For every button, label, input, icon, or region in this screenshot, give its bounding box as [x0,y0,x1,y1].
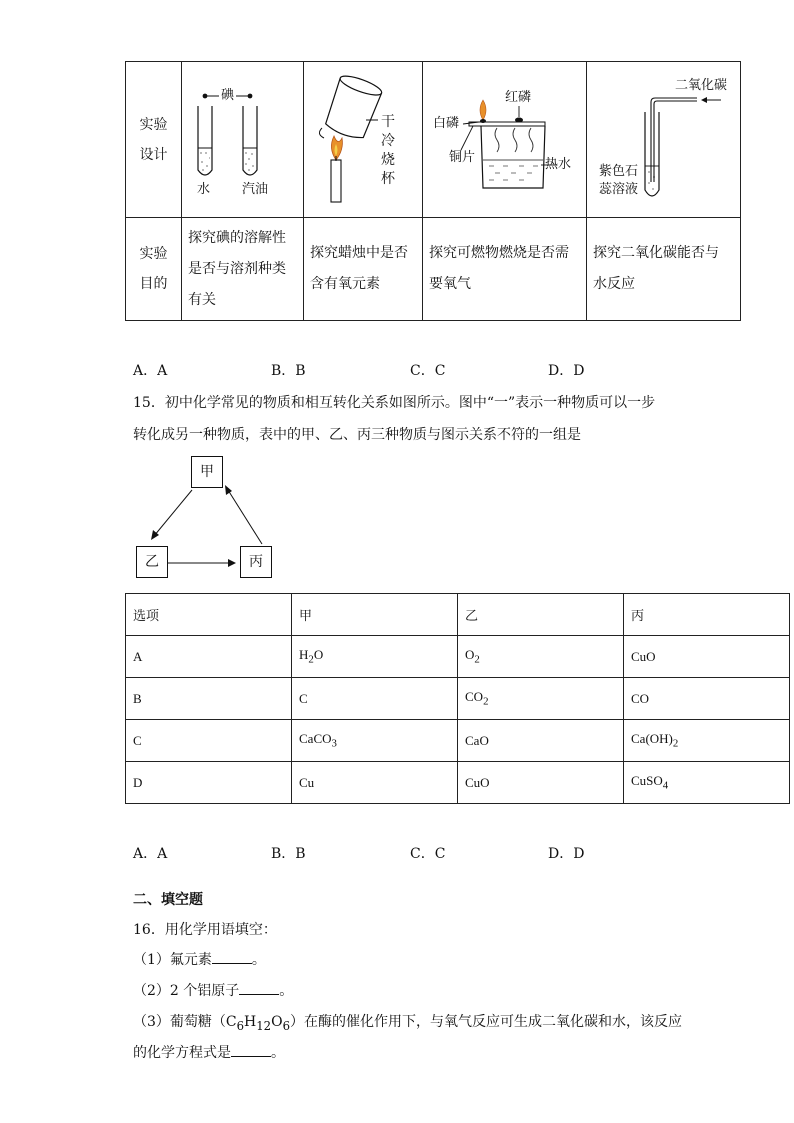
header-jia: 甲 [292,594,458,636]
q16-stem: 16．用化学用语填空： [133,922,277,938]
header-bing: 丙 [624,594,790,636]
q16-part3-cont-text: 的化学方程式是 [133,1045,231,1061]
formula-cell [458,636,624,678]
answer-blank[interactable] [231,1044,271,1057]
q16-part2-text: （2）2 个铝原子 [133,983,240,999]
label-char: 烧 [381,152,395,168]
label-char: 杯 [381,171,395,187]
formula-text: H [299,647,309,663]
answer-blank[interactable] [239,982,279,995]
choice-b[interactable]: B．B [271,846,306,862]
formula-cell [624,720,790,762]
node-yi: 乙 [136,546,168,578]
formula-cell [292,762,458,804]
row-header-purpose [126,218,182,321]
node-jia: 甲 [191,456,223,488]
label-char: 干 [381,114,395,130]
candle-beaker-diagram [304,62,422,218]
purpose-line: 探究蜡烛中是否 [310,245,408,261]
purpose-c [423,218,587,321]
figure-iodine-solubility [182,62,304,218]
choice-a[interactable]: A．A [133,363,168,379]
formula-text: O [313,647,324,663]
combustion-diagram [423,62,586,218]
figure-co2-litmus [587,62,741,218]
choice-d[interactable]: D．D [548,846,585,862]
node-bing: 丙 [240,546,272,578]
table-row [126,636,790,678]
formula-cell [292,678,458,720]
formula-cell [624,762,790,804]
formula-text: O [271,1014,283,1030]
formula-sub: 2 [308,653,314,666]
formula-cell [458,762,624,804]
section-title: 二、填空题 [133,892,203,908]
formula-text: CO [631,690,650,706]
formula-text: Ca(OH) [631,731,673,747]
formula-cell [292,720,458,762]
q16-part3-cont [133,1042,285,1062]
purpose-line: 水反应 [593,276,635,292]
dry-cold-beaker-label [380,113,396,189]
formula-text: CaCO [299,731,332,747]
substance-table [125,593,790,804]
row-header-text: 设计 [139,146,168,163]
option-cell: A [126,636,292,678]
co2-label: 二氧化碳 [675,78,728,93]
q15-line2: 转化成另一种物质，表中的甲、乙、丙三种物质与图示关系不符的一组是 [133,427,581,443]
water-label: 水 [197,182,211,197]
formula-sub: 3 [331,737,337,750]
formula-sub: 6 [236,1018,245,1033]
formula-sub: 2 [483,695,489,708]
formula-sub: 2 [672,737,679,750]
row-header-text: 实验 [139,116,168,133]
purpose-b [304,218,423,321]
row-header-text: 实验 [139,246,168,262]
purpose-line: 有关 [188,291,216,308]
formula-cell [624,678,790,720]
purpose-line: 要氧气 [429,276,471,292]
formula-text: CuSO [631,773,663,789]
choice-d[interactable]: D．D [548,363,585,379]
choice-a[interactable]: A．A [133,846,168,862]
table-row [126,678,790,720]
q16-part1 [133,949,266,969]
formula-cell [458,720,624,762]
purpose-line: 探究碘的溶解性 [188,229,286,246]
copper-plate-label: 铜片 [449,150,476,165]
formula-text: C [299,690,308,706]
header-yi: 乙 [458,594,624,636]
option-cell: D [126,762,292,804]
formula-sub: 6 [282,1018,291,1033]
option-cell: C [126,720,292,762]
q16-part3-text: （3）葡萄糖（C [133,1014,237,1030]
row-header-text: 目的 [139,276,168,292]
formula-text: CuO [631,648,656,664]
iodine-label: 碘 [221,88,235,103]
q16-part2 [133,980,293,1000]
formula-sub: 12 [256,1018,272,1033]
row-header-design [126,62,182,218]
hot-water-label: 热水 [545,157,572,172]
q16-part2-end: 。 [279,983,294,999]
q16-part3 [133,1011,682,1033]
formula-text: CuO [465,774,490,790]
formula-text: H [244,1014,257,1030]
red-phosphorus-label: 红磷 [505,90,532,105]
label-char: 冷 [381,133,395,149]
figure-candle-beaker [304,62,423,218]
gasoline-label: 汽油 [242,182,269,197]
purpose-d [587,218,741,321]
q16-part1-end: 。 [251,952,266,968]
answer-blank[interactable] [212,951,252,964]
formula-text: CO [465,689,484,705]
choice-c[interactable]: C．C [410,846,446,862]
formula-cell [624,636,790,678]
formula-cell [292,636,458,678]
formula-sub: 2 [474,653,480,666]
white-phosphorus-label: 白磷 [433,116,460,131]
purpose-line: 探究二氧化碳能否与 [593,245,719,261]
formula-text: Cu [299,774,315,790]
q16-part1-text: （1）氟元素 [133,952,212,968]
purpose-line: 探究可燃物燃烧是否需 [429,245,569,261]
q16-part3-rest: ）在酶的催化作用下，与氧气反应可生成二氧化碳和水，该反应 [290,1014,683,1030]
litmus-label-line1: 紫色石 [599,164,639,179]
formula-cell [458,678,624,720]
q16-part3-cont-end: 。 [271,1045,285,1061]
figure-combustion [423,62,587,218]
q15-line1: 15．初中化学常见的物质和相互转化关系如图所示。图中“一”表示一种物质可以一步 [133,395,656,411]
table-row [126,762,790,804]
experiment-table [125,61,741,321]
choice-c[interactable]: C．C [410,363,446,379]
header-option: 选项 [126,594,292,636]
choice-b[interactable]: B．B [271,363,306,379]
formula-sub: 4 [662,779,669,792]
purpose-a [182,218,304,321]
formula-text: CaO [465,732,489,748]
purpose-line: 是否与溶剂种类 [188,260,286,277]
litmus-label-line2: 蕊溶液 [599,182,639,197]
option-cell: B [126,678,292,720]
formula-text: O [465,647,475,663]
purpose-line: 含有氧元素 [310,276,380,292]
table-row [126,720,790,762]
